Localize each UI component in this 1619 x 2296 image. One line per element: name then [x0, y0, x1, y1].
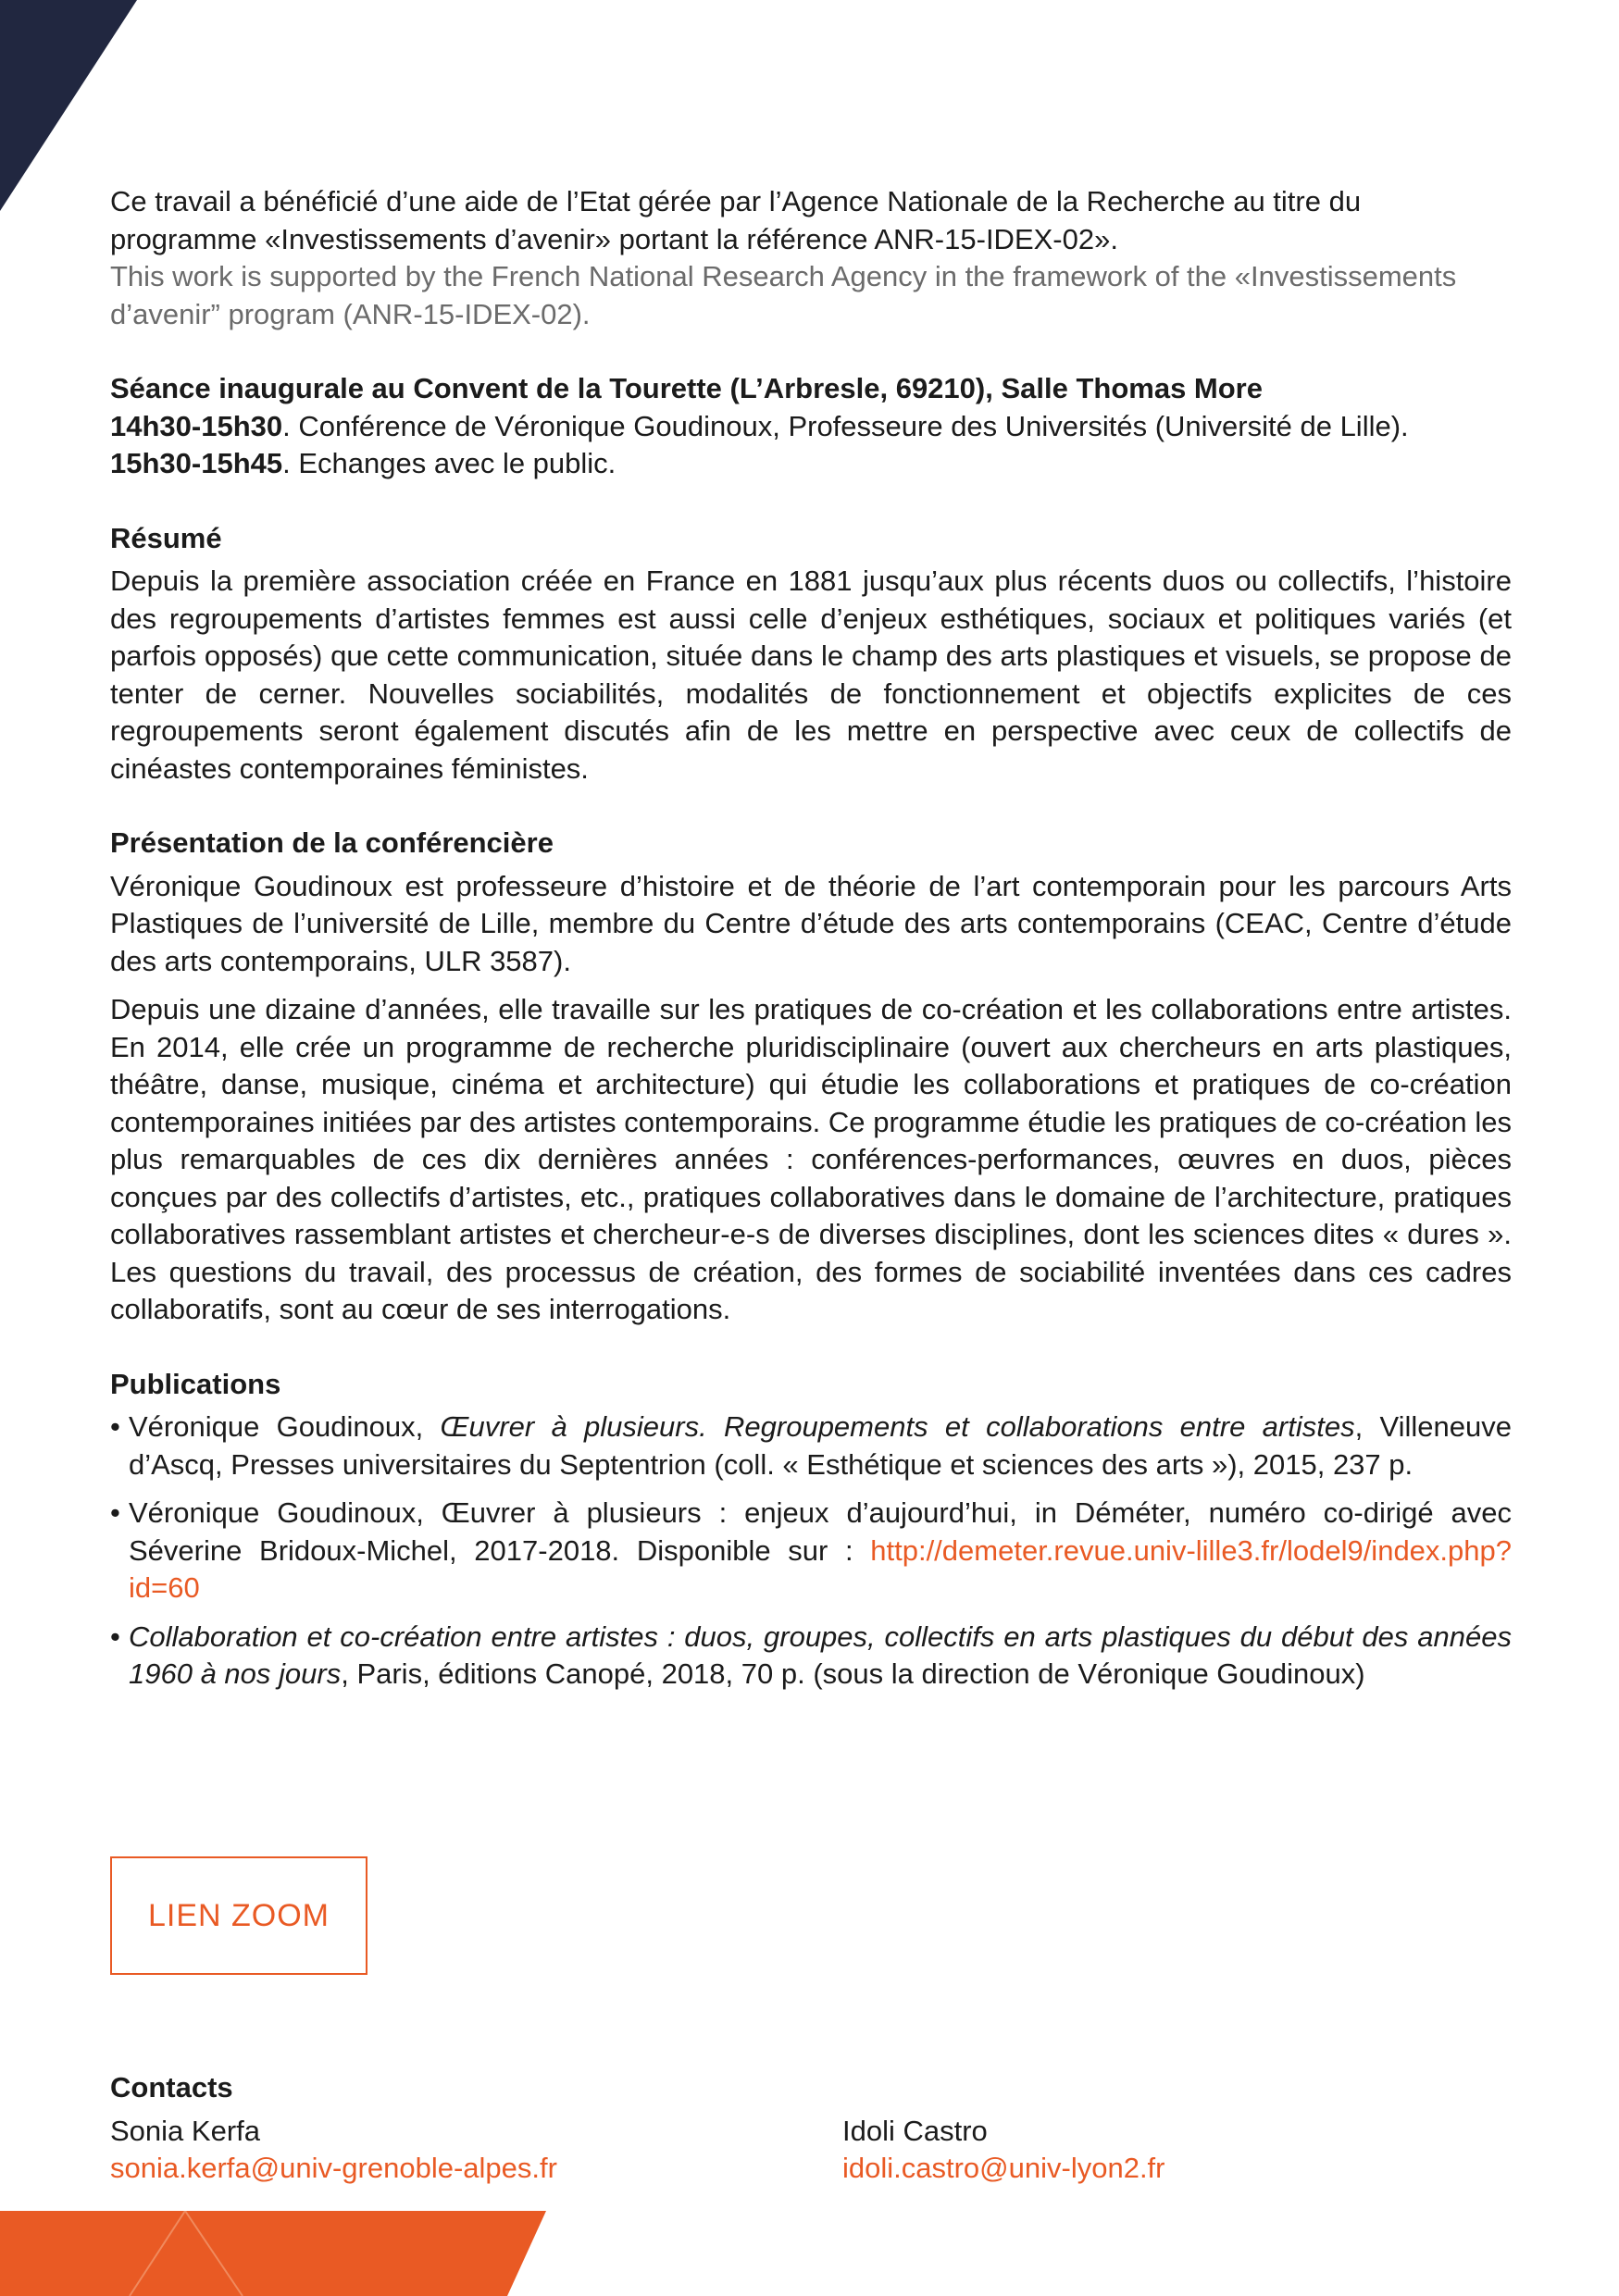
session-time-1: 14h30-15h30: [110, 409, 283, 442]
presentation-paragraph-1: Véronique Goudinoux est professeure d’histoire et de théorie de l’art contemporain pour les parcours Arts Plastiques de l’université de Lille, membre du Centre d’étude des arts contemporains (CEAC, Centre d’étude des arts contemporains, ULR 3587).: [110, 869, 1512, 977]
contact-card: [110, 2113, 557, 2187]
session-line-1: 14h30-15h30. Conférence de Véronique Goudinoux, Professeure des Universités (Université de Lille).: [110, 409, 1409, 442]
funding-notice-en: This work is supported by the French National Research Agency in the framework of the «Investissements d’avenir” program (ANR-15-IDEX-02).: [110, 260, 1457, 330]
session-line-2: 15h30-15h45. Echanges avec le public.: [110, 447, 616, 479]
contacts-heading: Contacts: [110, 2071, 233, 2104]
session-title: Séance inaugurale au Convent de la Tourette (L’Arbresle, 69210), Salle Thomas More: [110, 372, 1263, 404]
funding-notice-fr: Ce travail a bénéficié d’une aide de l’Etat gérée par l’Agence Nationale de la Recherche au titre du programme «Investissements d’avenir» portant la référence ANR-15-IDEX-02».: [110, 185, 1362, 255]
resume-heading: Résumé: [110, 521, 222, 554]
session-time-2: 15h30-15h45: [110, 447, 283, 479]
contact-name: Idoli Castro: [842, 2115, 988, 2147]
contact-email-link[interactable]: idoli.castro@univ-lyon2.fr: [842, 2152, 1165, 2184]
corner-decoration-bottom: [0, 2211, 555, 2296]
publication-item: • Véronique Goudinoux, Œuvrer à plusieurs : enjeux d’aujourd’hui, in Déméter, numéro co-dirigé avec Séverine Bridoux-Michel, 2017-2018. Disponible sur : http://demeter.revue.univ-lille3.fr/lodel9/index.php?id=60: [110, 1495, 1512, 1607]
publication-item: • Véronique Goudinoux, Œuvrer à plusieurs. Regroupements et collaborations entre artistes, Villeneuve d’Ascq, Presses universitaires du Septentrion (coll. « Esthétique et sciences des arts »), 2015, 237 p.: [110, 1409, 1512, 1483]
contact-name: Sonia Kerfa: [110, 2115, 260, 2147]
zoom-link-label: LIEN ZOOM: [147, 1897, 330, 1933]
zoom-link-button[interactable]: [110, 1856, 367, 1975]
publication-item: • Collaboration et co-création entre artistes : duos, groupes, collectifs en arts plastiques du début des années 1960 à nos jours, Paris, éditions Canopé, 2018, 70 p. (sous la direction de Véronique Goudinoux): [110, 1619, 1512, 1694]
main-content: [110, 183, 1512, 1705]
presentation-heading: Présentation de la conférencière: [110, 826, 554, 859]
publications-heading: Publications: [110, 1367, 281, 1400]
demeter-link[interactable]: http://demeter.revue.univ-lille3.fr/lodel9/index.php?id=60: [129, 1533, 1512, 1604]
publications-list: [110, 1409, 1512, 1694]
resume-text: Depuis la première association créée en France en 1881 jusqu’aux plus récents duos ou collectifs, l’histoire des regroupements d’artistes femmes est aussi celle d’enjeux esthétiques, sociaux et politiques variés (et parfois opposés) que cette communication, située dans le champ des arts plastiques et visuels, se propose de tenter de cerner. Nouvelles sociabilités, modalités de fonctionnement et objectifs explicites de ces regroupements seront également discutés afin de les mettre en perspective avec ceux de collectifs de cinéastes contemporaines féministes.: [110, 565, 1512, 785]
corner-decoration-top: [0, 0, 148, 213]
contact-email-link[interactable]: sonia.kerfa@univ-grenoble-alpes.fr: [110, 2152, 557, 2184]
presentation-paragraph-2: Depuis une dizaine d’années, elle travaille sur les pratiques de co-création et les collaborations entre artistes. En 2014, elle crée un programme de recherche pluridisciplinaire (ouvert aux chercheurs en arts plastiques, théâtre, danse, musique, cinéma et architecture) qui étudie les collaborations et pratiques de co-création contemporaines initiées par des artistes contemporains. Ce programme étudie les pratiques de co-création les plus remarquables de ces dix dernières années : conférences-performances, œuvres en duos, pièces conçues par des collectifs d’artistes, etc., pratiques collaboratives dans le domaine de l’architecture, pratiques collaboratives rassemblant artistes et chercheur-e-s de diverses disciplines, dont les sciences dites « dures ». Les questions du travail, des processus de création, des formes de sociabilité inventées dans ces cadres collaboratifs, sont au cœur de ses interrogations.: [110, 993, 1512, 1325]
contact-card: [842, 2113, 1165, 2187]
